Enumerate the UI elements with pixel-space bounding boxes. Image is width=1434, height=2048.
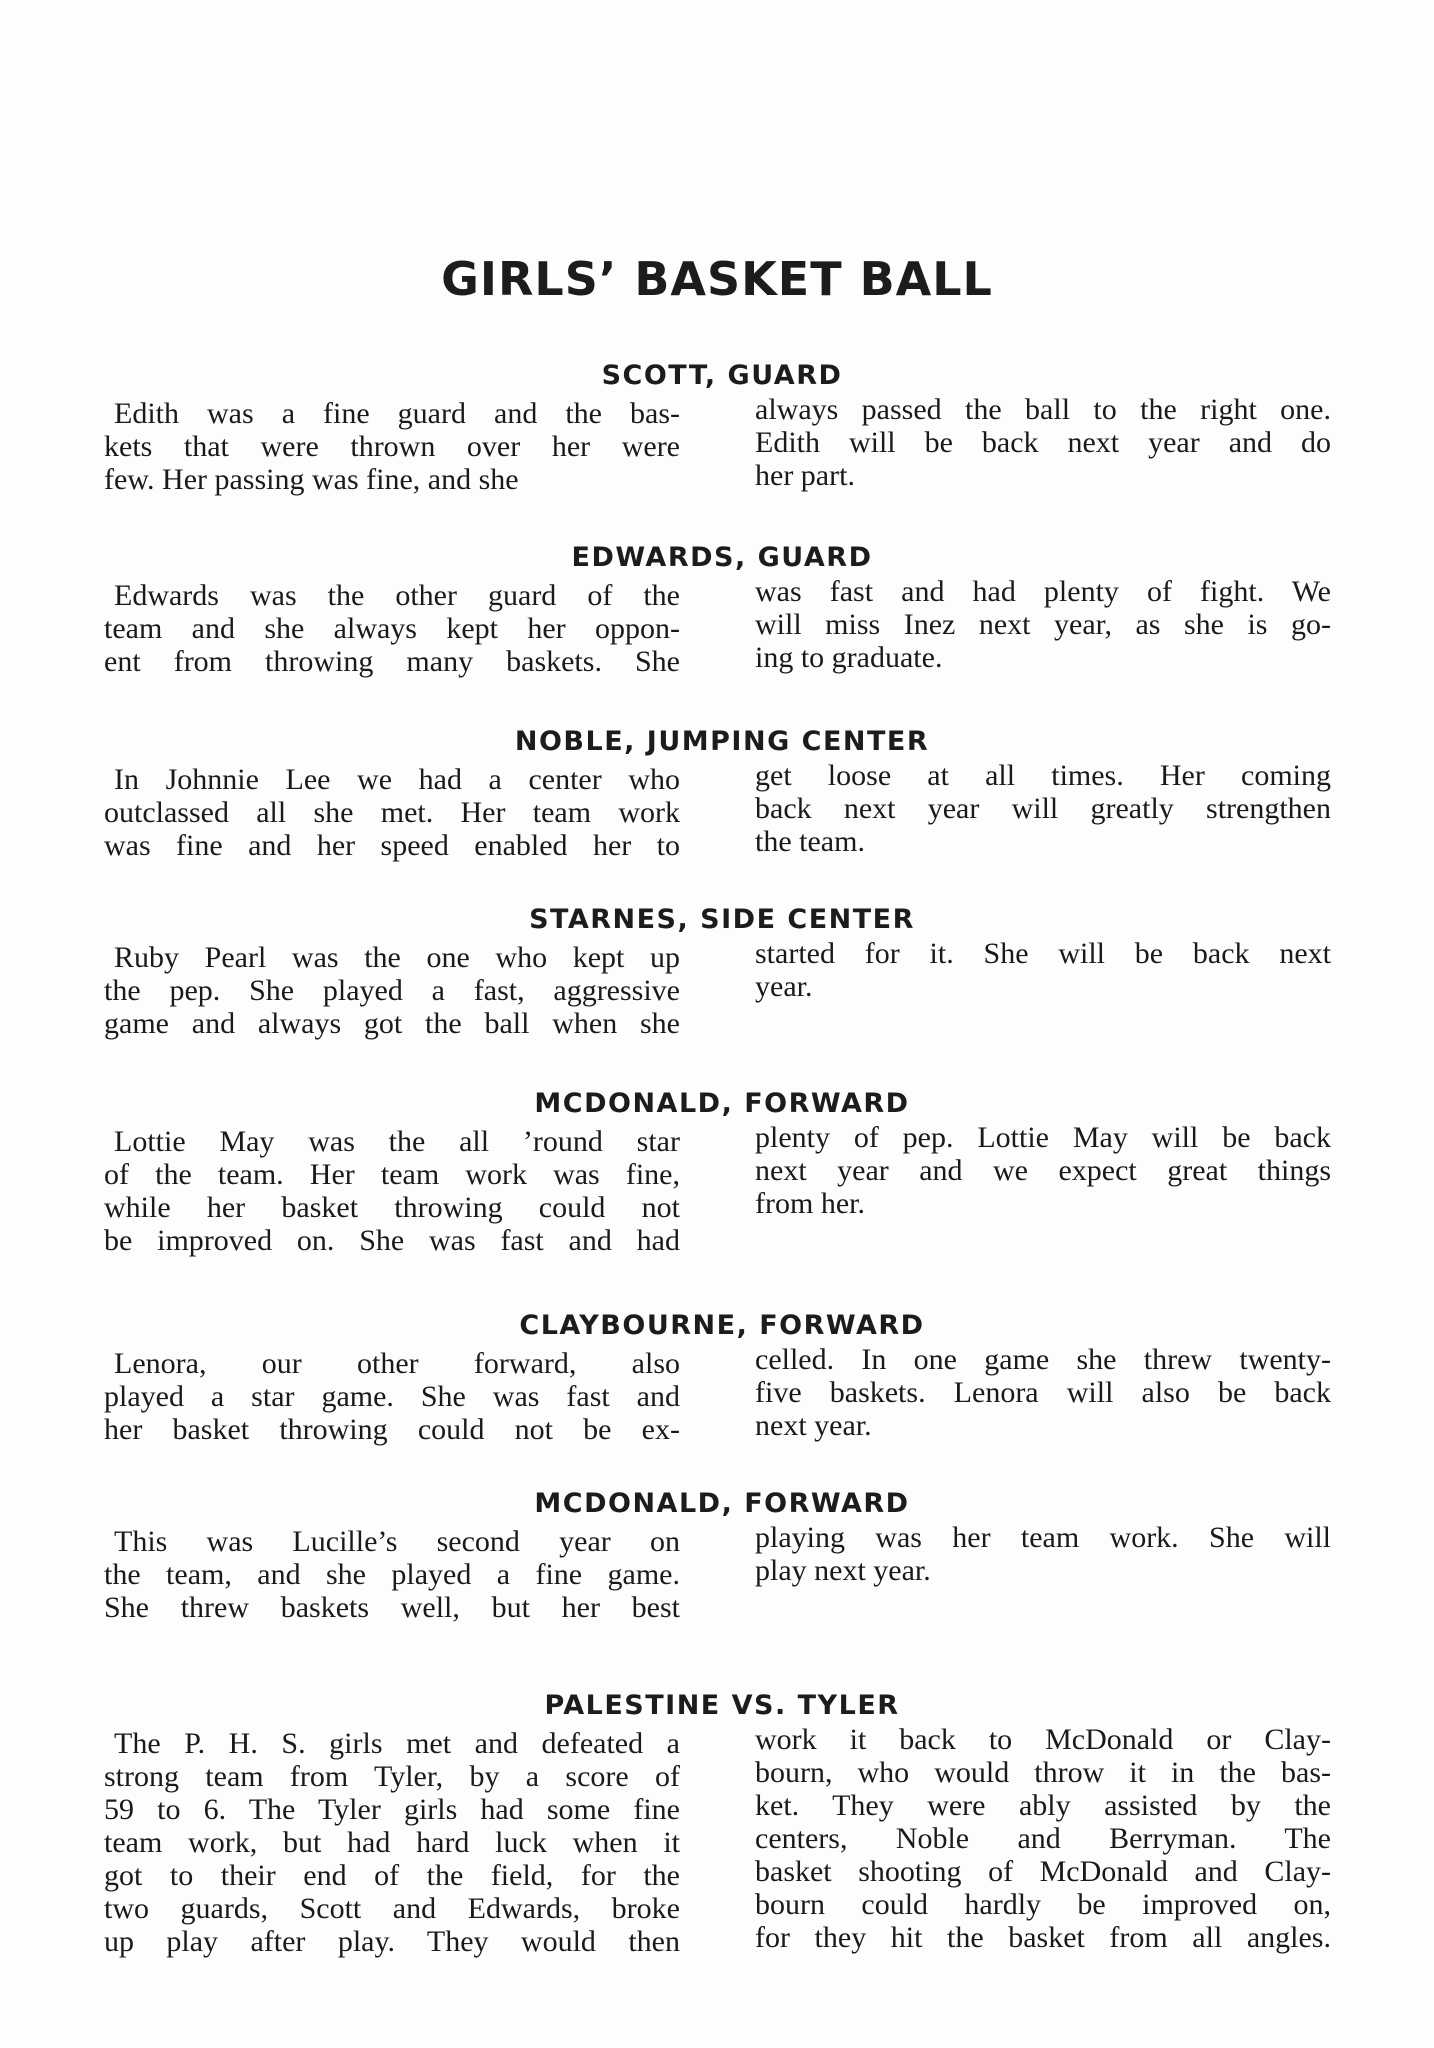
section-scott-guard (0, 360, 1434, 537)
section-heading: MCDONALD, FORWARD (534, 1088, 910, 1119)
text-line: playing was her team work. She will (755, 1521, 1331, 1554)
section-heading: STARNES, SIDE CENTER (529, 904, 915, 935)
right-column (755, 1521, 1331, 1587)
text-line: plenty of pep. Lottie May will be back (755, 1121, 1331, 1154)
section-columns (0, 1121, 1434, 1265)
section-columns (0, 1723, 1434, 1958)
text-line: centers, Noble and Berryman. The (755, 1822, 1331, 1855)
text-line: played a star game. She was fast and (104, 1380, 680, 1413)
section-columns (0, 759, 1434, 903)
text-line: work it back to McDonald or Clay- (755, 1723, 1331, 1756)
left-column (104, 1727, 680, 1958)
text-line: from her. (755, 1187, 865, 1220)
text-line: She threw baskets well, but her best (104, 1591, 680, 1624)
section-heading: MCDONALD, FORWARD (534, 1488, 910, 1519)
text-line: few. Her passing was fine, and she (104, 463, 519, 496)
left-column (104, 763, 680, 862)
right-column (755, 1723, 1331, 1954)
text-line: ket. They were ably assisted by the (755, 1789, 1331, 1822)
section-mcdonald-forward-lottie (0, 1088, 1434, 1265)
text-line: Lottie May was the all ’round star (114, 1125, 680, 1158)
right-column (755, 1343, 1331, 1442)
text-line: for they hit the basket from all angles. (755, 1921, 1331, 1954)
right-column (755, 759, 1331, 858)
section-edwards-guard (0, 542, 1434, 719)
section-heading: PALESTINE VS. TYLER (544, 1690, 900, 1721)
section-heading: SCOTT, GUARD (601, 360, 843, 391)
text-line: play next year. (755, 1554, 931, 1587)
text-line: started for it. She will be back next (755, 937, 1331, 970)
text-line: 59 to 6. The Tyler girls had some fine (104, 1793, 680, 1826)
right-column (755, 575, 1331, 674)
text-line: get loose at all times. Her coming (755, 759, 1331, 792)
section-columns (0, 575, 1434, 719)
section-heading: CLAYBOURNE, FORWARD (519, 1310, 925, 1341)
text-line: was fine and her speed enabled her to (104, 829, 680, 862)
left-column (104, 1525, 680, 1624)
section-heading: EDWARDS, GUARD (571, 542, 873, 573)
text-line: the team, and she played a fine game. (104, 1558, 680, 1591)
section-mcdonald-forward-lucille (0, 1488, 1434, 1665)
text-line: This was Lucille’s second year on (114, 1525, 680, 1558)
text-line: bourn, who would throw it in the bas- (755, 1756, 1331, 1789)
text-line: her basket throwing could not be ex- (104, 1413, 680, 1446)
text-line: bourn could hardly be improved on, (755, 1888, 1331, 1921)
text-line: game and always got the ball when she (104, 1007, 680, 1040)
text-line: the pep. She played a fast, aggressive (104, 974, 680, 1007)
text-line: will miss Inez next year, as she is go- (755, 608, 1331, 641)
text-line: next year and we expect great things (755, 1154, 1331, 1187)
text-line: kets that were thrown over her were (104, 430, 680, 463)
section-palestine-vs-tyler (0, 1690, 1434, 1958)
section-noble-jumping-center (0, 726, 1434, 903)
text-line: next year. (755, 1409, 872, 1442)
text-line: celled. In one game she threw twenty- (755, 1343, 1331, 1376)
text-line: team and she always kept her oppon- (104, 612, 680, 645)
text-line: The P. H. S. girls met and defeated a (114, 1727, 680, 1760)
left-column (104, 1125, 680, 1257)
text-line: basket shooting of McDonald and Clay- (755, 1855, 1331, 1888)
text-line: got to their end of the field, for the (104, 1859, 680, 1892)
text-line: ing to graduate. (755, 641, 943, 674)
page-title: GIRLS’ BASKET BALL (441, 252, 993, 306)
left-column (104, 397, 680, 496)
section-columns (0, 393, 1434, 537)
text-line: team work, but had hard luck when it (104, 1826, 680, 1859)
section-heading: NOBLE, JUMPING CENTER (514, 726, 930, 757)
text-line: of the team. Her team work was fine, (104, 1158, 680, 1191)
right-column (755, 937, 1331, 1003)
text-line: while her basket throwing could not (104, 1191, 680, 1224)
text-line: the team. (755, 825, 865, 858)
left-column (104, 1347, 680, 1446)
text-line: back next year will greatly strengthen (755, 792, 1331, 825)
text-line: was fast and had plenty of fight. We (755, 575, 1331, 608)
text-line: year. (755, 970, 813, 1003)
text-line: five baskets. Lenora will also be back (755, 1376, 1331, 1409)
text-line: ent from throwing many baskets. She (104, 645, 680, 678)
text-line: up play after play. They would then (104, 1925, 680, 1958)
text-line: her part. (755, 459, 855, 492)
text-line: two guards, Scott and Edwards, broke (104, 1892, 680, 1925)
section-claybourne-forward (0, 1310, 1434, 1487)
text-line: Edith was a fine guard and the bas- (114, 397, 680, 430)
text-line: In Johnnie Lee we had a center who (114, 763, 680, 796)
section-columns (0, 1521, 1434, 1665)
left-column (104, 579, 680, 678)
section-columns (0, 1343, 1434, 1487)
section-columns (0, 937, 1434, 1081)
left-column (104, 941, 680, 1040)
text-line: Ruby Pearl was the one who kept up (114, 941, 680, 974)
text-line: strong team from Tyler, by a score of (104, 1760, 680, 1793)
text-line: Edith will be back next year and do (755, 426, 1331, 459)
text-line: be improved on. She was fast and had (104, 1224, 680, 1257)
text-line: Edwards was the other guard of the (114, 579, 680, 612)
right-column (755, 1121, 1331, 1220)
right-column (755, 393, 1331, 492)
text-line: Lenora, our other forward, also (114, 1347, 680, 1380)
text-line: always passed the ball to the right one. (755, 393, 1331, 426)
section-starnes-side-center (0, 904, 1434, 1081)
text-line: outclassed all she met. Her team work (104, 796, 680, 829)
